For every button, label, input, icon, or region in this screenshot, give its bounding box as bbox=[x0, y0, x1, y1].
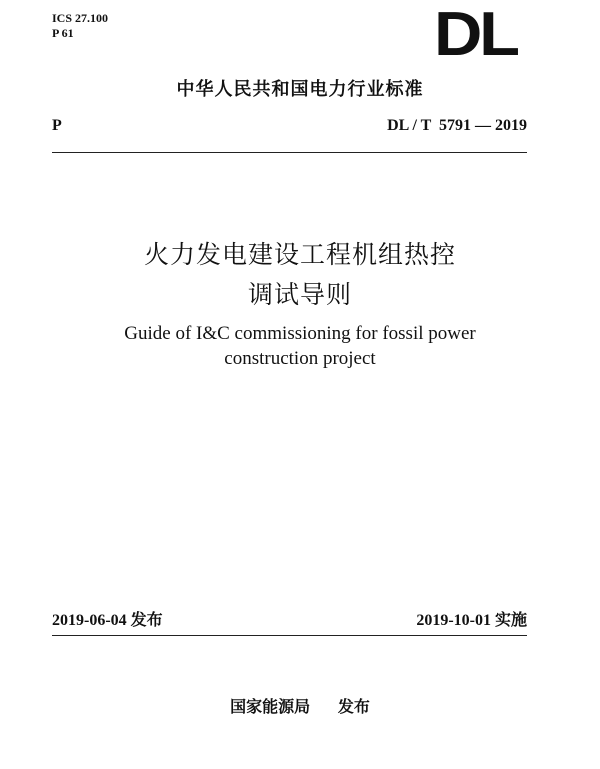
title-en-line1: Guide of I&C commissioning for fossil power bbox=[124, 323, 476, 344]
implement-label: 实施 bbox=[494, 610, 527, 629]
title-cn-line2: 调试导则 bbox=[247, 280, 352, 309]
classification-code: P 61 bbox=[52, 26, 74, 40]
industry-standard-title: 中华人民共和国电力行业标准 bbox=[176, 79, 424, 100]
bottom-divider bbox=[52, 635, 527, 636]
title-cn-line1: 火力发电建设工程机组热控 bbox=[143, 240, 456, 269]
publish-label: 发布 bbox=[130, 610, 163, 629]
top-divider bbox=[52, 152, 527, 153]
publish-date: 2019-06-04 bbox=[52, 612, 127, 629]
title-en-line2: construction project bbox=[224, 348, 376, 369]
ics-code: ICS 27.100 bbox=[52, 11, 109, 25]
implement-date-block bbox=[416, 607, 527, 630]
ics-block bbox=[52, 11, 108, 41]
standard-number: DL / T 5791 — 2019 bbox=[387, 117, 527, 134]
dl-logo: DL bbox=[434, 0, 517, 69]
category-code: P bbox=[52, 117, 62, 134]
issuer: 国家能源局 发布 bbox=[230, 697, 370, 716]
publish-date-block bbox=[52, 607, 163, 630]
implement-date: 2019-10-01 bbox=[416, 612, 491, 629]
